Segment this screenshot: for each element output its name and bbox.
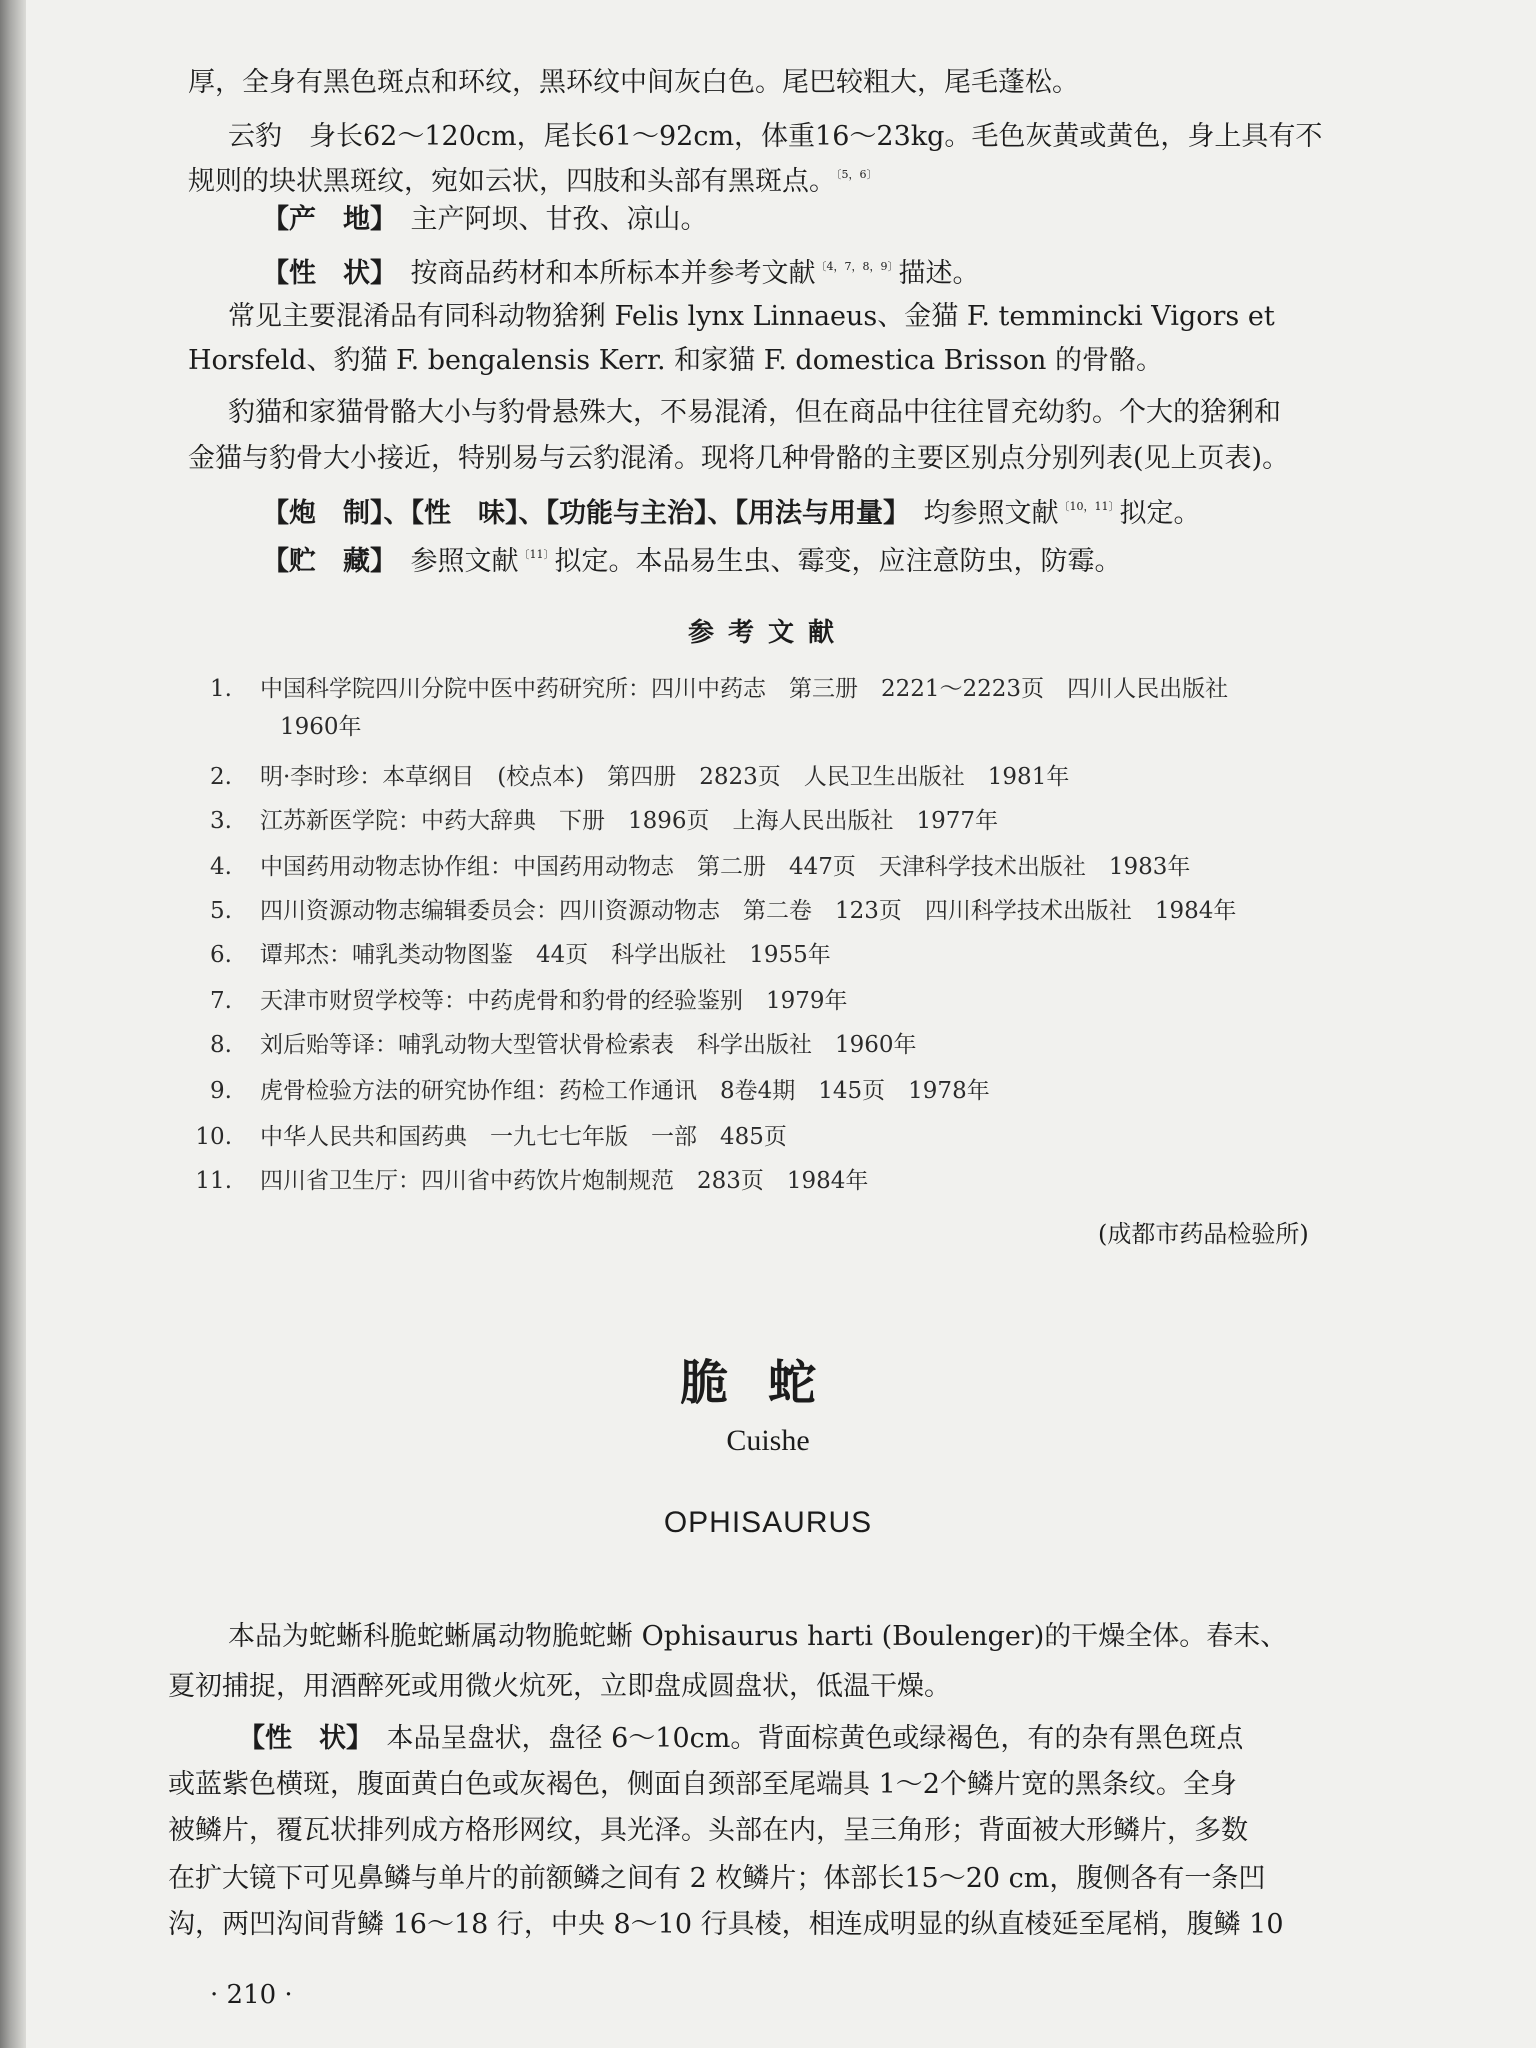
text-line: 或蓝紫色横斑，腹面黄白色或灰褐色，侧面自颈部至尾端具 1～2个鳞片宽的黑条纹。全身 — [168, 1769, 1237, 1800]
entry-title-latin: OPHISAURUS — [663, 1506, 873, 1539]
text-line: 夏初捕捉，用酒醉死或用微火炕死，立即盘成圆盘状，低温干燥。 — [168, 1671, 951, 1702]
text-line: 豹猫和家猫骨骼大小与豹骨悬殊大，不易混淆，但在商品中往往冒充幼豹。个大的猞猁和 — [228, 397, 1281, 428]
reference-item: 7. 天津市财贸学校等：中药虎骨和豹骨的经验鉴别 1979年 — [210, 988, 848, 1014]
reference-item: 8. 刘后贻等译：哺乳动物大型管状骨检索表 科学出版社 1960年 — [210, 1032, 917, 1058]
reference-item: 3. 江苏新医学院：中药大辞典 下册 1896页 上海人民出版社 1977年 — [210, 808, 999, 834]
text-line: Horsfeld、豹猫 F. bengalensis Kerr. 和家猫 F. domestica Brisson 的骨骼。 — [188, 345, 1163, 376]
page-number: · 210 · — [210, 1980, 293, 2010]
text-line: 沟，两凹沟间背鳞 16～18 行，中央 8～10 行具棱，相连成明显的纵直棱延至尾梢，腹鳞 10 — [168, 1909, 1284, 1940]
reference-item: 2. 明·李时珍：本草纲目 (校点本) 第四册 2823页 人民卫生出版社 1981年 — [210, 764, 1070, 790]
text-line: 【贮 藏】 参照文献$^{〔11〕}$拟定。本品易生虫、霉变，应注意防虫，防霉。 — [262, 546, 1122, 577]
text-line: 【性 状】 按商品药材和本所标本并参考文献$^{〔4,7,8,9〕}$描述。 — [262, 258, 980, 289]
text-line: 金猫与豹骨大小接近，特别易与云豹混淆。现将几种骨骼的主要区别点分别列表(见上页表)。 — [188, 443, 1290, 474]
reference-item: 4. 中国药用动物志协作组：中国药用动物志 第二册 447页 天津科学技术出版社 1983年 — [210, 854, 1191, 880]
text-line: 被鳞片，覆瓦状排列成方格形网纹，具光泽。头部在内，呈三角形；背面被大形鳞片，多数 — [168, 1815, 1248, 1846]
reference-item: 10. 中华人民共和国药典 一九七七年版 一部 485页 — [195, 1124, 787, 1150]
text-line: 本品为蛇蜥科脆蛇蜥属动物脆蛇蜥 Ophisaurus harti (Boulenger)的干燥全体。春末、 — [228, 1621, 1288, 1652]
text-line: 规则的块状黑斑纹，宛如云状，四肢和头部有黑斑点。$^{〔5,6〕}$ — [188, 166, 878, 197]
reference-item: 9. 虎骨检验方法的研究协作组：药检工作通讯 8卷4期 145页 1978年 — [210, 1078, 990, 1104]
text-line: 常见主要混淆品有同科动物猞猁 Felis lynx Linnaeus、金猫 F. temmincki Vigors et — [228, 301, 1275, 332]
reference-item-continuation: 1960年 — [280, 714, 362, 740]
text-line: 云豹 身长62～120cm，尾长61～92cm，体重16～23kg。毛色灰黄或黄色，身上具有不 — [228, 121, 1323, 152]
reference-item: 5. 四川资源动物志编辑委员会：四川资源动物志 第二卷 123页 四川科学技术出版社 1984年 — [210, 898, 1237, 924]
references-heading: 参考文献 — [687, 618, 848, 648]
entry-title-chinese: 脆蛇 — [679, 1355, 856, 1411]
reference-item: 6. 谭邦杰：哺乳类动物图鉴 44页 科学出版社 1955年 — [210, 942, 831, 968]
institution-credit: (成都市药品检验所) — [1098, 1220, 1309, 1248]
text-line: 【性 状】 本品呈盘状，盘径 6～10cm。背面棕黄色或绿褐色，有的杂有黑色斑点 — [238, 1723, 1244, 1754]
text-line: 【炮 制】、【性 味】、【功能与主治】、【用法与用量】 均参照文献$^{〔10,11〕}$拟定。 — [262, 498, 1201, 529]
text-line: 【产 地】 主产阿坝、甘孜、凉山。 — [262, 204, 708, 235]
entry-title-pinyin: Cuishe — [726, 1424, 810, 1457]
text-line: 在扩大镜下可见鼻鳞与单片的前额鳞之间有 2 枚鳞片；体部长15～20 cm，腹侧各有一条凹 — [168, 1863, 1266, 1894]
text-line: 厚，全身有黑色斑点和环纹，黑环纹中间灰白色。尾巴较粗大，尾毛蓬松。 — [188, 67, 1079, 98]
reference-item: 1. 中国科学院四川分院中医中药研究所：四川中药志 第三册 2221～2223页 四川人民出版社 — [210, 676, 1229, 702]
reference-item: 11. 四川省卫生厅：四川省中药饮片炮制规范 283页 1984年 — [195, 1168, 869, 1194]
